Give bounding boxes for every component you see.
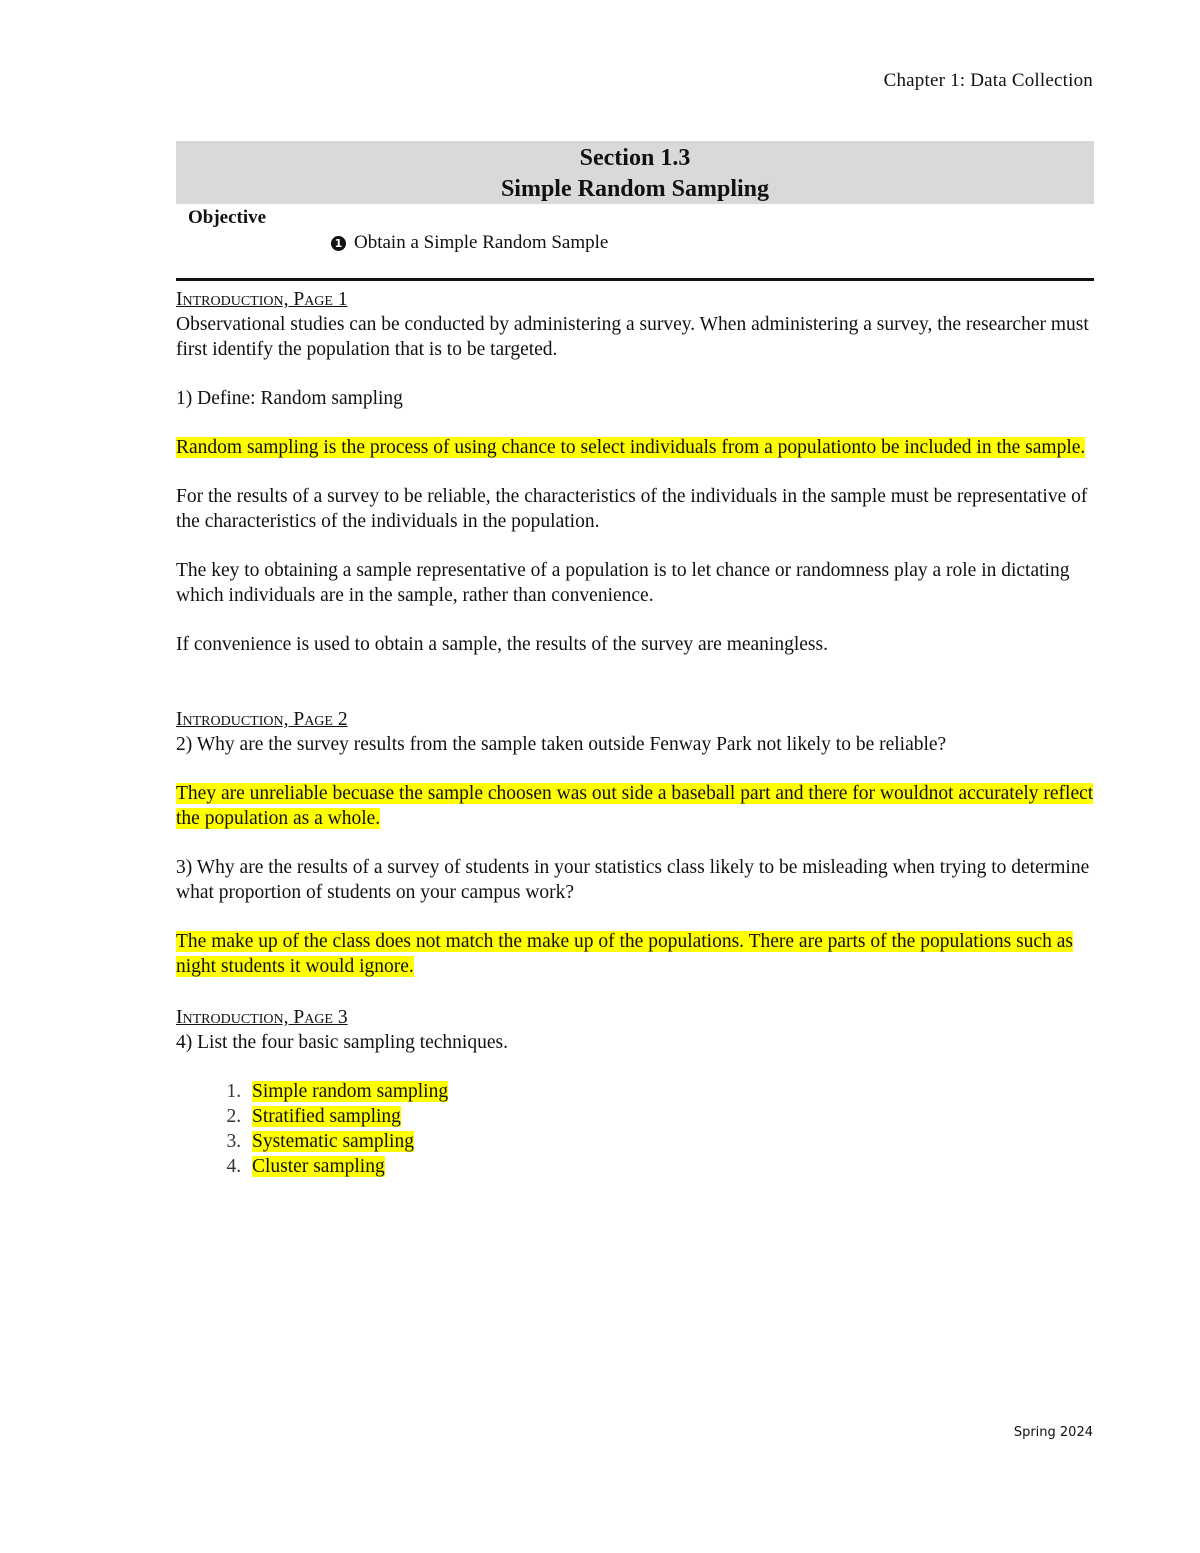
answer-2: [176, 781, 1094, 831]
heading-intro-page-2: Introduction, Page 2: [176, 709, 348, 730]
answer-3-highlight: The make up of the class does not match the make up of the populations. There are parts of the populations such as night students it would ignore.: [176, 931, 1073, 977]
list-item: [246, 1079, 1094, 1104]
objective-item: [331, 232, 608, 254]
question-2: 2) Why are the survey results from the sample taken outside Fenway Park not likely to be reliable?: [176, 734, 947, 755]
intro1-paragraph-4: If convenience is used to obtain a sample, the results of the survey are meaningless.: [176, 634, 828, 655]
question-1: 1) Define: Random sampling: [176, 388, 403, 409]
section-number: Section 1.3: [579, 145, 691, 171]
list-item: [246, 1129, 1094, 1154]
technique-text: Stratified sampling: [252, 1106, 401, 1127]
objective-block: [176, 204, 1094, 278]
intro1-paragraph-2: For the results of a survey to be reliable, the characteristics of the individuals in the sample must be representative of the characteristics of the individuals in the population.: [176, 486, 1088, 532]
chapter-header: Chapter 1: Data Collection: [883, 70, 1093, 91]
footer-term: Spring 2024: [1013, 1425, 1093, 1440]
objective-text: Obtain a Simple Random Sample: [354, 232, 609, 253]
list-item: [246, 1154, 1094, 1179]
intro1-paragraph-3: The key to obtaining a sample representative of a population is to let chance or randomness play a role in dictating which individuals are in the sample, rather than convenience.: [176, 560, 1070, 606]
circled-number-icon: 1: [331, 236, 346, 251]
technique-text: Cluster sampling: [252, 1156, 385, 1177]
question-4: 4) List the four basic sampling techniques.: [176, 1032, 508, 1053]
answer-1: [176, 435, 1094, 460]
heading-intro-page-3: Introduction, Page 3: [176, 1007, 348, 1028]
intro1-paragraph-1: Observational studies can be conducted by administering a survey. When administering a survey, the researcher must first identify the population that is to be targeted.: [176, 314, 1089, 360]
list-item: [246, 1104, 1094, 1129]
document-body: [176, 141, 1094, 1179]
question-3: 3) Why are the results of a survey of students in your statistics class likely to be misleading when trying to determine what proportion of students on your campus work?: [176, 857, 1090, 903]
answer-2-highlight: They are unreliable becuase the sample choosen was out side a baseball part and there for wouldnot accurately reflect the population as a whole.: [176, 783, 1094, 829]
section-title: Simple Random Sampling: [500, 176, 770, 202]
section-title-band: [176, 141, 1094, 204]
objective-label: Objective: [188, 207, 267, 228]
technique-text: Systematic sampling: [252, 1131, 414, 1152]
heading-intro-page-1: Introduction, Page 1: [176, 289, 348, 310]
answer-3: [176, 929, 1094, 979]
answer-1-highlight: Random sampling is the process of using chance to select individuals from a populationto be included in the sample.: [176, 437, 1086, 458]
techniques-list: [176, 1079, 1094, 1179]
technique-text: Simple random sampling: [252, 1081, 449, 1102]
